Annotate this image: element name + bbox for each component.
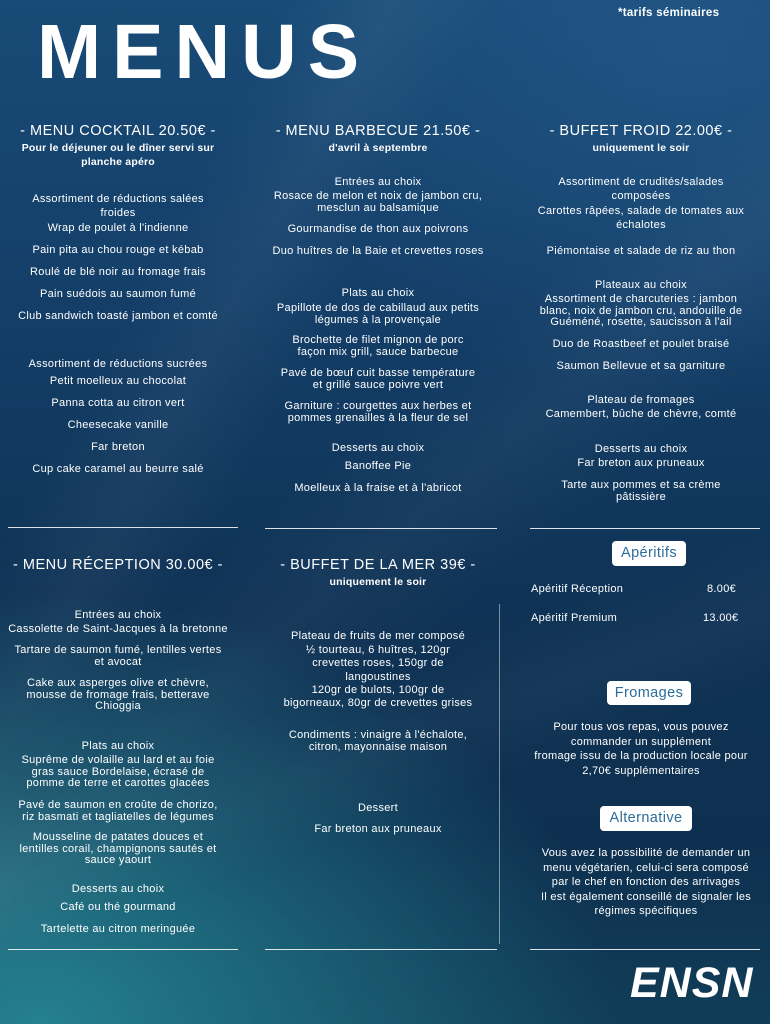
menu-item: Mousseline de patates douces et lentilles corail, champignons sautés et sauce yaourt [19,831,217,866]
menu-item: Petit moelleux au chocolat [49,375,187,387]
menu-title: - BUFFET FROID 22.00€ - [549,123,733,139]
menu-item: Cup cake caramel au beurre salé [32,463,204,475]
menu-item: Assortiment de réductions salées froides [32,193,204,219]
menu-item: Wrap de poulet à l'indienne [47,222,189,234]
section-heading: Desserts au choix [71,883,165,895]
column-divider [499,604,500,944]
section-heading: Plateau de fruits de mer composé [290,630,466,642]
menu-item: Assortiment de réductions sucrées [28,358,208,370]
section-heading: Desserts au choix [331,442,425,454]
menu-item: Cake aux asperges olive et chèvre, mousse de fromage frais, betterave Chioggia [26,677,210,712]
menu-item: Tartelette au citron meringuée [40,923,196,935]
menu-item: Pavé de saumon en croûte de chorizo, riz basmati et tagliatelles de légumes [18,799,218,823]
menu-item: Roulé de blé noir au fromage frais [30,266,206,278]
menu-item: Assortiment de crudités/salades composées [558,176,724,202]
menu-item: Suprême de volaille au lard et au foie gras sauce Bordelaise, écrasé de pomme de terre et carottes glacées [21,754,215,789]
aperitif-price: 8.00€ [707,583,737,595]
divider [265,949,497,950]
fromages-label: Fromages [607,681,691,705]
menu-item: Far breton aux pruneaux [577,457,705,469]
page-title: MENUS [37,9,371,95]
divider [8,949,238,950]
menu-item: Condiments : vinaigre à l'échalote, citron, mayonnaise maison [288,729,468,753]
menu-subtitle: uniquement le soir [592,142,690,154]
aperitif-name: Apéritif Premium [531,612,618,624]
menu-item: Club sandwich toasté jambon et comté [18,310,218,322]
menu-item: Rosace de melon et noix de jambon cru, mesclun au balsamique [273,190,483,214]
section-heading: Plats au choix [81,740,155,752]
section-heading: Entrées au choix [334,176,422,188]
menu-item: Panna cotta au citron vert [51,397,185,409]
menu-item: Carottes râpées, salade de tomates aux échalotes [537,205,745,231]
menu-item: Pain pita au chou rouge et kébab [32,244,204,256]
divider [530,949,760,950]
menu-item: Tarte aux pommes et sa crème pâtissière [561,479,721,503]
menu-title: - BUFFET DE LA MER 39€ - [280,557,476,573]
menu-subtitle: Pour le déjeuner ou le dîner servi sur planche apéro [21,142,215,168]
aperitifs-label: Apéritifs [612,541,686,566]
menu-item: Moelleux à la fraise et à l'abricot [294,482,462,494]
alternative-text: Vous avez la possibilité de demander un menu végétarien, celui-ci sera composé par le chef en fonction des arrivages Il est également conseillé de signaler les régimes spécifiques [540,847,752,918]
menu-item: Brochette de filet mignon de porc façon mix grill, sauce barbecue [292,334,464,358]
menu-item: Café ou thé gourmand [60,901,176,913]
menu-title: - MENU COCKTAIL 20.50€ - [20,123,216,139]
section-heading: Plateau de fromages [587,394,695,406]
menu-item: Saumon Bellevue et sa garniture [556,360,726,372]
menu-item: Tartare de saumon fumé, lentilles vertes et avocat [14,644,222,668]
menu-item: Duo huîtres de la Baie et crevettes roses [272,245,484,257]
section-heading: Dessert [358,802,398,814]
menu-title: - MENU BARBECUE 21.50€ - [275,123,481,139]
aperitif-name: Apéritif Réception [531,583,624,595]
menu-item: Cheesecake vanille [67,419,169,431]
menu-title: - MENU RÉCEPTION 30.00€ - [13,557,223,573]
menu-item: Gourmandise de thon aux poivrons [287,223,469,235]
menu-item: ½ tourteau, 6 huîtres, 120gr crevettes roses, 150gr de langoustines 120gr de bulots, 100gr de bigorneaux, 80gr de crevettes grises [283,644,473,709]
fromages-text: Pour tous vos repas, vous pouvez commander un supplément fromage issu de la production locale pour 2,70€ supplémentaires [534,721,748,777]
menu-item: Papillote de dos de cabillaud aux petits légumes à la provençale [276,302,480,326]
alternative-label: Alternative [600,806,692,831]
menu-buffet-mer [262,0,494,1024]
section-heading: Plateaux au choix [595,279,687,291]
menu-item: Assortiment de charcuteries : jambon blanc, noix de jambon cru, andouille de Guéméné, rosette, saucisson à l'ail [539,293,743,328]
seminar-pricing-note: *tarifs séminaires [618,7,720,19]
menu-item: Duo de Roastbeef et poulet braisé [552,338,730,350]
menu-item: Garniture : courgettes aux herbes et pommes grenailles à la fleur de sel [284,400,472,424]
menu-item: Pain suédois au saumon fumé [39,288,197,300]
section-heading: Entrées au choix [74,609,162,621]
aperitif-price: 13.00€ [703,612,739,624]
menu-subtitle: uniquement le soir [329,576,427,588]
menu-item: Camembert, bûche de chèvre, comté [545,408,737,420]
section-heading: Plats au choix [341,287,415,299]
menu-item: Piémontaise et salade de riz au thon [546,245,736,257]
alternative-block [526,0,766,1024]
menu-item: Cassolette de Saint-Jacques à la bretonne [8,623,228,635]
menu-item: Pavé de bœuf cuit basse température et grillé sauce poivre vert [280,367,476,391]
ensn-logo: ENSN [630,959,754,1007]
menu-item: Banoffee Pie [344,460,412,472]
menu-reception [0,0,236,1024]
section-heading: Desserts au choix [594,443,688,455]
menu-item: Far breton aux pruneaux [314,823,442,835]
menu-subtitle: d'avril à septembre [328,142,428,154]
menu-item: Far breton [91,441,145,453]
